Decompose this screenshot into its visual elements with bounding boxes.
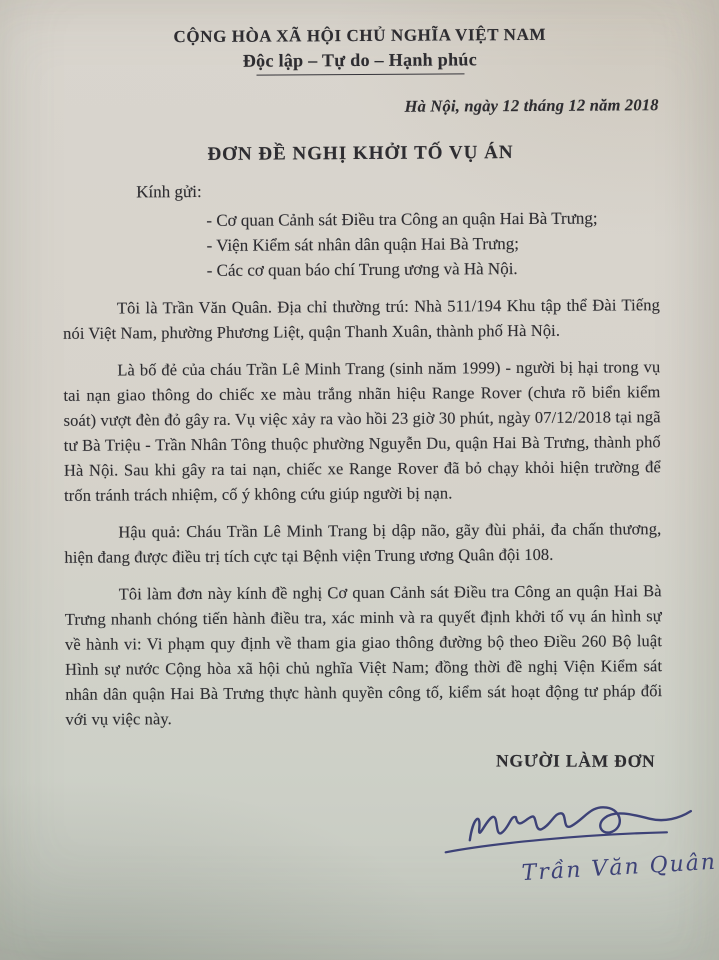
paragraph-incident: Là bố đẻ của cháu Trần Lê Minh Trang (sinh năm 1999) - người bị hại trong vụ tai nạn giao thông do chiếc xe màu trắng nhãn hiệu Range Rover (chưa rõ biển kiểm soát) vượt đèn đỏ gây ra. Vụ việc xảy ra vào hồi 23 giờ 30 phút, ngày 07/12/2018 tại ngã tư Bà Triệu - Trần Nhân Tông thuộc phường Nguyễn Du, quận Hai Bà Trưng, thành phố Hà Nội. Sau khi gây ra tai nạn, chiếc xe Range Rover đã bỏ chạy khỏi hiện trường để trốn tránh trách nhiệm, cố ý không cứu giúp người bị nạn. — [63, 357, 661, 505]
recipient-list — [206, 205, 659, 283]
signer-role-label: NGƯỜI LÀM ĐƠN — [495, 750, 656, 771]
recipient-line-press: - Các cơ quan báo chí Trung ương và Hà Nội. — [206, 259, 518, 280]
date-line: Hà Nội, ngày 12 tháng 12 năm 2018 — [404, 95, 659, 116]
national-header-line: CỘNG HÒA XÃ HỘI CHỦ NGHĨA VIỆT NAM — [173, 24, 547, 47]
signature-block — [66, 771, 718, 960]
recipient-line-procuracy: - Viện Kiểm sát nhân dân quận Hai Bà Trưng; — [206, 234, 520, 255]
national-motto-line: Độc lập – Tự do – Hạnh phúc — [242, 49, 478, 71]
paragraph-request: Tôi làm đơn này kính đề nghị Cơ quan Cảnh sát Điều tra Công an quận Hai Bà Trưng nhanh chóng tiến hành điều tra, xác minh và ra quyết định khởi tố vụ án hình sự về hành vi: Vi phạm quy định về tham gia giao thông đường bộ theo Điều 260 Bộ luật Hình sự nước Cộng hòa xã hội chủ nghĩa Việt Nam; đồng thời đề nghị Viện Kiểm sát nhân dân quận Hai Bà Trưng thực hành quyền công tố, kiểm sát hoạt động tư pháp đối với vụ việc này. — [64, 581, 663, 729]
paragraph-introduction: Tôi là Trần Văn Quân. Địa chỉ thường trú: Nhà 511/194 Khu tập thể Đài Tiếng nói Việt Nam, phường Phương Liệt, quận Thanh Xuân, thành phố Hà Nội. — [63, 295, 660, 343]
salutation: Kính gửi: — [136, 181, 202, 202]
motto-underline — [256, 73, 464, 75]
paragraph-consequences: Hậu quả: Cháu Trần Lê Minh Trang bị dập não, gãy đùi phải, đa chấn thương, hiện đang được điều trị tích cực tại Bệnh viện Trung ương Quân đội 108. — [64, 519, 662, 567]
signed-name: Trần Văn Quân — [521, 849, 718, 887]
recipient-line-police: - Cơ quan Cảnh sát Điều tra Công an quận Hai Bà Trưng; — [206, 208, 598, 230]
national-header-block — [61, 24, 658, 77]
document-title: ĐƠN ĐỀ NGHỊ KHỞI TỐ VỤ ÁN — [207, 142, 514, 165]
